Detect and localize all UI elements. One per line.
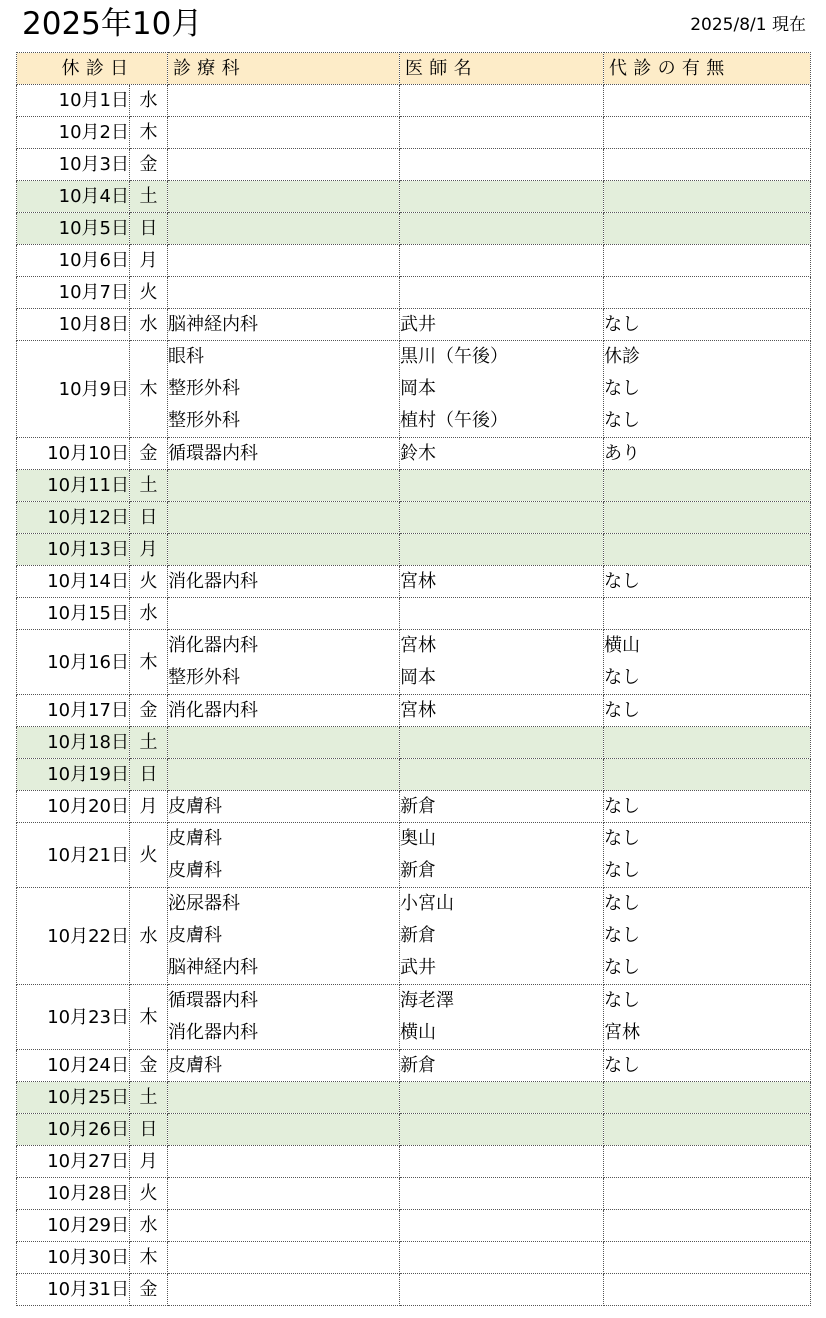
cell-department — [168, 1242, 400, 1274]
cell-doctor-line: 小宮山 — [400, 893, 454, 914]
cell-substitute-line: なし — [604, 378, 640, 399]
table-row — [17, 277, 811, 309]
cell-doctor — [400, 1114, 604, 1146]
cell-substitute-line: なし — [604, 828, 640, 849]
cell-substitute — [604, 1210, 811, 1242]
cell-doctor-line: 植村（午後） — [400, 410, 508, 431]
cell-department-line: 眼科 — [168, 346, 204, 367]
cell-doctor — [400, 181, 604, 213]
cell-doctor — [400, 985, 604, 1050]
cell-department — [168, 1178, 400, 1210]
cell-substitute — [604, 598, 811, 630]
cell-date: 10月4日 — [17, 181, 130, 213]
cell-weekday: 木 — [130, 985, 168, 1050]
table-row — [17, 695, 811, 727]
cell-date: 10月28日 — [17, 1178, 130, 1210]
cell-weekday: 火 — [130, 566, 168, 598]
cell-doctor — [400, 1178, 604, 1210]
cell-weekday: 金 — [130, 695, 168, 727]
cell-substitute — [604, 823, 811, 888]
cell-weekday: 日 — [130, 213, 168, 245]
cell-substitute — [604, 470, 811, 502]
cell-date: 10月3日 — [17, 149, 130, 181]
cell-department — [168, 630, 400, 695]
cell-weekday: 水 — [130, 309, 168, 341]
cell-department-line: 整形外科 — [168, 378, 240, 399]
column-header-doctor: 医師名 — [400, 53, 604, 85]
cell-weekday: 日 — [130, 502, 168, 534]
table-row — [17, 341, 811, 438]
cell-department-line: 整形外科 — [168, 410, 240, 431]
cell-department — [168, 534, 400, 566]
cell-substitute — [604, 213, 811, 245]
cell-date: 10月5日 — [17, 213, 130, 245]
table-row — [17, 759, 811, 791]
table-row — [17, 598, 811, 630]
cell-substitute-line: 休診 — [604, 346, 640, 367]
cell-department — [168, 727, 400, 759]
cell-doctor — [400, 149, 604, 181]
cell-doctor — [400, 1146, 604, 1178]
table-row — [17, 534, 811, 566]
cell-date: 10月30日 — [17, 1242, 130, 1274]
cell-department — [168, 888, 400, 985]
cell-substitute-line: なし — [604, 925, 640, 946]
cell-department — [168, 1210, 400, 1242]
cell-substitute — [604, 277, 811, 309]
cell-date: 10月10日 — [17, 438, 130, 470]
cell-substitute — [604, 1082, 811, 1114]
table-row — [17, 1114, 811, 1146]
cell-doctor — [400, 277, 604, 309]
cell-doctor — [400, 727, 604, 759]
cell-substitute — [604, 502, 811, 534]
cell-department — [168, 1274, 400, 1306]
cell-date: 10月9日 — [17, 341, 130, 438]
cell-date: 10月2日 — [17, 117, 130, 149]
table-row — [17, 1178, 811, 1210]
cell-department: 皮膚科 — [168, 1050, 400, 1082]
table-row — [17, 309, 811, 341]
column-header-closure-date: 休診日 — [17, 53, 168, 85]
cell-department: 消化器内科 — [168, 566, 400, 598]
cell-doctor — [400, 117, 604, 149]
cell-doctor-line: 奥山 — [400, 828, 436, 849]
cell-date: 10月14日 — [17, 566, 130, 598]
cell-weekday: 火 — [130, 823, 168, 888]
cell-doctor: 宮林 — [400, 695, 604, 727]
cell-doctor — [400, 245, 604, 277]
cell-weekday: 木 — [130, 117, 168, 149]
cell-department — [168, 341, 400, 438]
cell-department — [168, 823, 400, 888]
cell-weekday: 土 — [130, 470, 168, 502]
cell-doctor-line: 岡本 — [400, 667, 436, 688]
cell-department-line: 消化器内科 — [168, 635, 258, 656]
cell-doctor — [400, 1210, 604, 1242]
cell-weekday: 月 — [130, 1146, 168, 1178]
cell-substitute — [604, 181, 811, 213]
cell-date: 10月20日 — [17, 791, 130, 823]
cell-department: 循環器内科 — [168, 438, 400, 470]
cell-department — [168, 502, 400, 534]
cell-department — [168, 245, 400, 277]
cell-department — [168, 181, 400, 213]
table-row — [17, 85, 811, 117]
cell-doctor — [400, 1242, 604, 1274]
cell-substitute — [604, 1274, 811, 1306]
table-row — [17, 630, 811, 695]
table-row — [17, 213, 811, 245]
cell-weekday: 金 — [130, 149, 168, 181]
cell-weekday: 火 — [130, 277, 168, 309]
cell-department-line: 整形外科 — [168, 667, 240, 688]
cell-date: 10月18日 — [17, 727, 130, 759]
cell-substitute — [604, 727, 811, 759]
cell-substitute — [604, 1146, 811, 1178]
cell-doctor-line: 武井 — [400, 957, 436, 978]
cell-department — [168, 598, 400, 630]
cell-substitute-line: なし — [604, 957, 640, 978]
cell-doctor-line: 海老澤 — [400, 990, 454, 1011]
cell-weekday: 水 — [130, 598, 168, 630]
cell-doctor — [400, 1274, 604, 1306]
cell-department — [168, 1082, 400, 1114]
cell-doctor — [400, 85, 604, 117]
cell-department — [168, 85, 400, 117]
cell-doctor: 新倉 — [400, 791, 604, 823]
table-row — [17, 1050, 811, 1082]
table-row — [17, 149, 811, 181]
cell-doctor — [400, 888, 604, 985]
cell-substitute: なし — [604, 695, 811, 727]
cell-date: 10月19日 — [17, 759, 130, 791]
cell-date: 10月22日 — [17, 888, 130, 985]
cell-substitute — [604, 341, 811, 438]
cell-substitute: なし — [604, 309, 811, 341]
cell-doctor-line: 黒川（午後） — [400, 346, 508, 367]
cell-doctor — [400, 598, 604, 630]
cell-department-line: 脳神経内科 — [168, 957, 258, 978]
cell-substitute — [604, 117, 811, 149]
cell-substitute-line: なし — [604, 893, 640, 914]
cell-weekday: 土 — [130, 181, 168, 213]
cell-doctor — [400, 1082, 604, 1114]
cell-department-line: 循環器内科 — [168, 990, 258, 1011]
table-row — [17, 1242, 811, 1274]
cell-substitute: なし — [604, 566, 811, 598]
cell-doctor — [400, 630, 604, 695]
table-row — [17, 985, 811, 1050]
cell-doctor — [400, 341, 604, 438]
cell-weekday: 木 — [130, 630, 168, 695]
table-row — [17, 1146, 811, 1178]
cell-weekday: 水 — [130, 1210, 168, 1242]
cell-date: 10月12日 — [17, 502, 130, 534]
cell-weekday: 月 — [130, 534, 168, 566]
cell-doctor: 武井 — [400, 309, 604, 341]
cell-date: 10月17日 — [17, 695, 130, 727]
cell-department-line: 皮膚科 — [168, 828, 222, 849]
table-row — [17, 470, 811, 502]
cell-substitute: あり — [604, 438, 811, 470]
cell-department: 皮膚科 — [168, 791, 400, 823]
cell-doctor: 宮林 — [400, 566, 604, 598]
table-row — [17, 245, 811, 277]
page-title: 2025年10月 — [22, 6, 203, 42]
cell-doctor: 新倉 — [400, 1050, 604, 1082]
cell-date: 10月13日 — [17, 534, 130, 566]
cell-date: 10月1日 — [17, 85, 130, 117]
cell-date: 10月31日 — [17, 1274, 130, 1306]
table-row — [17, 1082, 811, 1114]
table-row — [17, 1210, 811, 1242]
cell-date: 10月24日 — [17, 1050, 130, 1082]
cell-substitute — [604, 149, 811, 181]
cell-department — [168, 1114, 400, 1146]
cell-weekday: 水 — [130, 888, 168, 985]
table-row — [17, 438, 811, 470]
cell-substitute-line: なし — [604, 860, 640, 881]
cell-doctor — [400, 759, 604, 791]
cell-substitute — [604, 1242, 811, 1274]
cell-weekday: 月 — [130, 245, 168, 277]
cell-doctor — [400, 823, 604, 888]
cell-doctor — [400, 534, 604, 566]
cell-substitute: なし — [604, 791, 811, 823]
cell-substitute-line: なし — [604, 990, 640, 1011]
cell-weekday: 金 — [130, 1274, 168, 1306]
cell-substitute — [604, 630, 811, 695]
cell-department — [168, 277, 400, 309]
cell-substitute: なし — [604, 1050, 811, 1082]
as-of-date: 2025/8/1 現在 — [690, 15, 806, 35]
cell-substitute-line: なし — [604, 667, 640, 688]
cell-weekday: 土 — [130, 727, 168, 759]
cell-department — [168, 149, 400, 181]
cell-substitute — [604, 888, 811, 985]
cell-doctor-line: 宮林 — [400, 635, 436, 656]
cell-date: 10月25日 — [17, 1082, 130, 1114]
cell-substitute-line: なし — [604, 410, 640, 431]
cell-substitute — [604, 85, 811, 117]
cell-date: 10月15日 — [17, 598, 130, 630]
cell-substitute — [604, 534, 811, 566]
cell-doctor — [400, 502, 604, 534]
cell-department-line: 消化器内科 — [168, 1022, 258, 1043]
cell-date: 10月27日 — [17, 1146, 130, 1178]
cell-date: 10月6日 — [17, 245, 130, 277]
cell-weekday: 水 — [130, 85, 168, 117]
cell-weekday: 木 — [130, 1242, 168, 1274]
cell-doctor: 鈴木 — [400, 438, 604, 470]
cell-substitute-line: 宮林 — [604, 1022, 640, 1043]
cell-department — [168, 985, 400, 1050]
cell-weekday: 日 — [130, 1114, 168, 1146]
cell-date: 10月26日 — [17, 1114, 130, 1146]
cell-doctor — [400, 470, 604, 502]
table-row — [17, 181, 811, 213]
cell-department-line: 皮膚科 — [168, 860, 222, 881]
cell-substitute-line: 横山 — [604, 635, 640, 656]
cell-doctor-line: 新倉 — [400, 860, 436, 881]
table-row — [17, 727, 811, 759]
cell-date: 10月21日 — [17, 823, 130, 888]
cell-department — [168, 470, 400, 502]
table-header-row — [17, 53, 811, 85]
table-row — [17, 566, 811, 598]
cell-weekday: 金 — [130, 438, 168, 470]
cell-doctor-line: 新倉 — [400, 925, 436, 946]
column-header-department: 診療科 — [168, 53, 400, 85]
cell-department-line: 泌尿器科 — [168, 893, 240, 914]
cell-department: 消化器内科 — [168, 695, 400, 727]
cell-weekday: 火 — [130, 1178, 168, 1210]
table-row — [17, 502, 811, 534]
cell-department — [168, 213, 400, 245]
cell-date: 10月16日 — [17, 630, 130, 695]
cell-weekday: 木 — [130, 341, 168, 438]
cell-weekday: 日 — [130, 759, 168, 791]
table-row — [17, 791, 811, 823]
cell-substitute — [604, 1178, 811, 1210]
table-row — [17, 1274, 811, 1306]
cell-department — [168, 117, 400, 149]
cell-date: 10月23日 — [17, 985, 130, 1050]
cell-date: 10月8日 — [17, 309, 130, 341]
closure-schedule-table — [16, 52, 811, 1306]
cell-substitute — [604, 1114, 811, 1146]
table-row — [17, 888, 811, 985]
cell-weekday: 金 — [130, 1050, 168, 1082]
cell-substitute — [604, 985, 811, 1050]
cell-substitute — [604, 245, 811, 277]
cell-department-line: 皮膚科 — [168, 925, 222, 946]
cell-doctor — [400, 213, 604, 245]
cell-weekday: 月 — [130, 791, 168, 823]
cell-substitute — [604, 759, 811, 791]
table-row — [17, 117, 811, 149]
cell-department: 脳神経内科 — [168, 309, 400, 341]
cell-department — [168, 759, 400, 791]
cell-weekday: 土 — [130, 1082, 168, 1114]
cell-date: 10月7日 — [17, 277, 130, 309]
cell-date: 10月11日 — [17, 470, 130, 502]
cell-doctor-line: 岡本 — [400, 378, 436, 399]
column-header-substitute: 代診の有無 — [604, 53, 811, 85]
table-body — [17, 85, 811, 1306]
cell-department — [168, 1146, 400, 1178]
cell-date: 10月29日 — [17, 1210, 130, 1242]
cell-doctor-line: 横山 — [400, 1022, 436, 1043]
table-row — [17, 823, 811, 888]
